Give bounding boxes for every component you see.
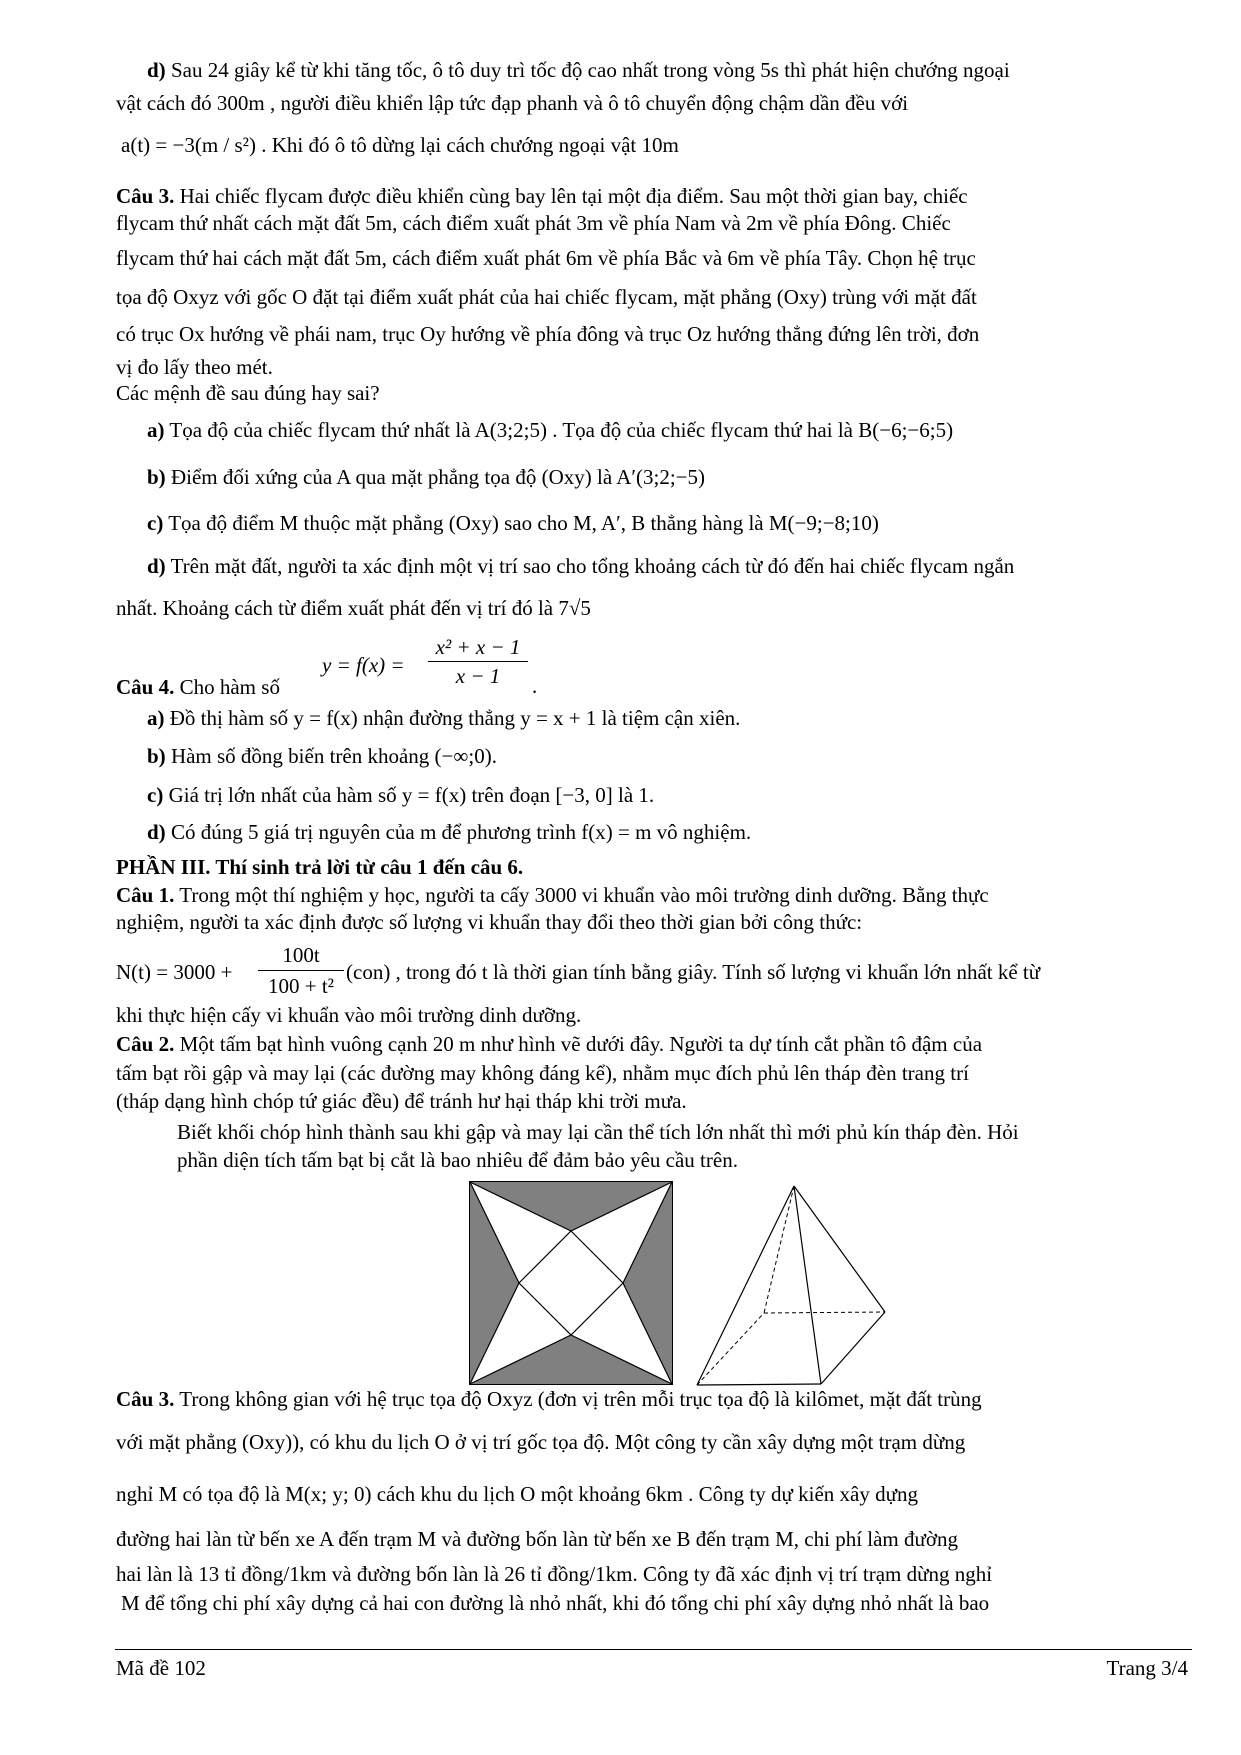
q4-intro [116,675,280,700]
p3q2-line5: phần diện tích tấm bạt bị cắt là bao nhiêu để đảm bảo yêu cầu trên. [177,1148,738,1172]
q3-line6: vị đo lấy theo mét. [116,355,273,379]
fraction-numerator: 100t [258,940,344,971]
text: Hai chiếc flycam được điều khiển cùng bay lên tại một địa điểm. Sau một thời gian bay, chiếc [179,184,968,208]
text: Trong một thí nghiệm y học, người ta cấy 3000 vi khuẩn vào môi trường dinh dưỡng. Bằng thực [179,883,989,907]
tarp-square-figure [468,1180,674,1386]
q2d-line3: a(t) = −3(m / s²) . Khi đó ô tô dừng lại cách chướng ngoại vật 10m [121,133,679,157]
text: Một tấm bạt hình vuông cạnh 20 m như hình vẽ dưới đây. Người ta dự tính cắt phần tô đậm của [179,1032,983,1056]
q3-item-d-cont: nhất. Khoảng cách từ điểm xuất phát đến vị trí đó là 7√5 [116,596,591,620]
question-label: Câu 1. [116,883,175,907]
p3q1-fraction [258,940,344,1001]
p3q1-line1 [116,883,989,908]
text: Điểm đối xứng của A qua mặt phẳng tọa độ (Oxy) là A′(3;2;−5) [170,465,705,489]
p3q1-formula-rest: (con) , trong đó t là thời gian tính bằng giây. Tính số lượng vi khuẩn lớn nhất kể từ [346,960,1041,984]
p3q3-line2: với mặt phẳng (Oxy)), có khu du lịch O ở vị trí gốc tọa độ. Một công ty cần xây dựng một trạm dừng [116,1430,966,1454]
q3-item-d [147,554,1014,579]
p3q3-line4: đường hai làn từ bến xe A đến trạm M và đường bốn làn từ bến xe B đến trạm M, chi phí làm đường [116,1527,958,1551]
part3-heading: PHẦN III. Thí sinh trả lời từ câu 1 đến câu 6. [116,855,524,879]
footer-rule [115,1649,1192,1650]
p3q3-line5: hai làn là 13 tỉ đồng/1km và đường bốn làn là 26 tỉ đồng/1km. Công ty đã xác định vị trí trạm dừng nghỉ [116,1562,993,1586]
text: Tọa độ điểm M thuộc mặt phẳng (Oxy) sao cho M, A′, B thẳng hàng là M(−9;−8;10) [168,511,879,535]
text: Tọa độ của chiếc flycam thứ nhất là A(3;2;5) . Tọa độ của chiếc flycam thứ hai là B(−6;−6;5) [169,418,954,442]
p3q3-line1 [116,1387,982,1412]
text: Đồ thị hàm số y = f(x) nhận đường thẳng y = x + 1 là tiệm cận xiên. [169,706,741,730]
p3q1-formula-lhs: N(t) = 3000 + [116,960,233,984]
p3q2-line3: (tháp dạng hình chóp tứ giác đều) để tránh hư hại tháp khi trời mưa. [116,1089,687,1113]
q4-fraction [428,633,528,690]
question-label: Câu 4. [116,675,175,699]
q4-period: . [532,674,538,698]
item-label: d) [147,58,166,82]
q3-line1 [116,184,968,209]
item-label: b) [147,465,166,489]
p3q3-line3: nghỉ M có tọa độ là M(x; y; 0) cách khu du lịch O một khoảng 6km . Công ty dự kiến xây dựng [116,1482,918,1506]
pyramid-figure [690,1180,890,1390]
text: Có đúng 5 giá trị nguyên của m để phương trình f(x) = m vô nghiệm. [170,820,752,844]
item-label: c) [147,511,164,535]
question-label: Câu 3. [116,184,175,208]
text: Giá trị lớn nhất của hàm số y = f(x) trên đoạn [−3, 0] là 1. [168,783,655,807]
q3-line7: Các mệnh đề sau đúng hay sai? [116,381,380,405]
item-label: a) [147,418,165,442]
footer-exam-code: Mã đề 102 [116,1656,206,1680]
q3-item-c [147,511,879,536]
q2d-line1 [147,58,1010,83]
p3q1-line2: nghiệm, người ta xác định được số lượng vi khuẩn thay đổi theo thời gian bởi công thức: [116,910,863,934]
text: Cho hàm số [179,675,280,699]
text: Sau 24 giây kể từ khi tăng tốc, ô tô duy trì tốc độ cao nhất trong vòng 5s thì phát hiện chướng ngoại [170,58,1010,82]
q4-item-d [147,820,751,845]
footer-page-number: Trang 3/4 [1106,1656,1188,1680]
text: Trên mặt đất, người ta xác định một vị trí sao cho tổng khoảng cách từ đó đến hai chiếc flycam ngắn [170,554,1015,578]
q3-line2: flycam thứ nhất cách mặt đất 5m, cách điểm xuất phát 3m về phía Nam và 2m về phía Đông. Chiếc [116,211,951,235]
question-label: Câu 2. [116,1032,175,1056]
text: Hàm số đồng biến trên khoảng (−∞;0). [170,744,497,768]
text: Trong không gian với hệ trục tọa độ Oxyz (đơn vị trên mỗi trục tọa độ là kilômet, mặt đất trùng [179,1387,982,1411]
item-label: b) [147,744,166,768]
q2d-line2: vật cách đó 300m , người điều khiển lập tức đạp phanh và ô tô chuyển động chậm dần đều với [116,91,909,115]
fraction-denominator: x − 1 [455,664,501,688]
fraction-denominator: 100 + t² [268,974,334,998]
q4-function-lhs: y = f(x) = [322,653,405,677]
p3q1-line4: khi thực hiện cấy vi khuẩn vào môi trường dinh dưỡng. [116,1003,582,1027]
item-label: d) [147,554,166,578]
p3q2-line1 [116,1032,982,1057]
item-label: c) [147,783,164,807]
p3q2-line4: Biết khối chóp hình thành sau khi gập và may lại cần thể tích lớn nhất thì mới phủ kín tháp đèn. Hỏi [177,1120,1019,1144]
q3-item-b [147,465,705,490]
q3-line5: có trục Ox hướng về phái nam, trục Oy hướng về phía đông và trục Oz hướng thẳng đứng lên trời, đơn [116,322,980,346]
q3-line4: tọa độ Oxyz với gốc O đặt tại điểm xuất phát của hai chiếc flycam, mặt phẳng (Oxy) trùng với mặt đất [116,285,977,309]
p3q2-line2: tấm bạt rồi gập và may lại (các đường may không đáng kể), nhằm mục đích phủ lên tháp đèn trang trí [116,1061,969,1085]
q4-item-a [147,706,740,731]
question-label: Câu 3. [116,1387,175,1411]
item-label: a) [147,706,165,730]
q3-line3: flycam thứ hai cách mặt đất 5m, cách điểm xuất phát 6m về phía Bắc và 6m về phía Tây. Chọn hệ trục [116,246,976,270]
fraction-numerator: x² + x − 1 [428,633,528,662]
q4-item-b [147,744,497,769]
p3q3-line6: M để tổng chi phí xây dựng cả hai con đường là nhỏ nhất, khi đó tổng chi phí xây dựng nhỏ nhất là bao [121,1591,990,1615]
q4-item-c [147,783,654,808]
q3-item-a [147,418,953,443]
item-label: d) [147,820,166,844]
